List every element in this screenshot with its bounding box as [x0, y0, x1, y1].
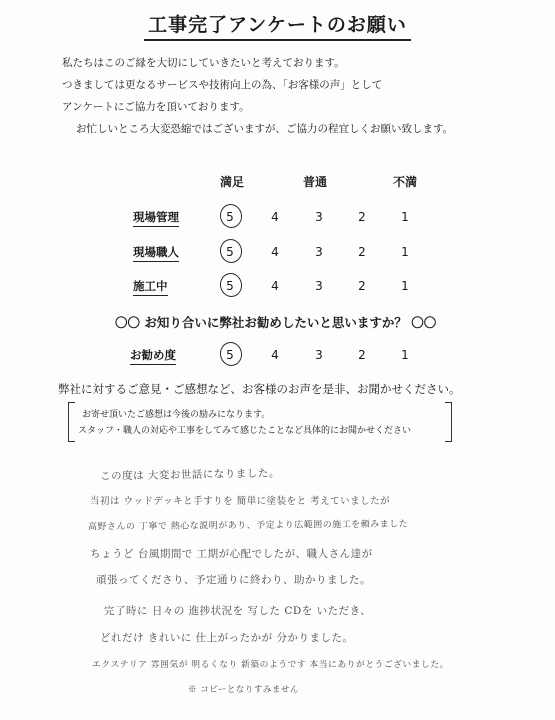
- intro-line: つきましては更なるサービスや技術向上の為、「お客様の声」として: [62, 79, 383, 91]
- rating-option[interactable]: 1: [401, 245, 409, 259]
- rating-option[interactable]: 1: [401, 210, 409, 224]
- rating-label: 現場管理: [133, 209, 179, 227]
- handwritten-line: 当初は ウッドデッキと手すりを 簡単に塗装をと 考えていましたが: [90, 496, 391, 507]
- recommend-question: 〇〇 お知り合いに弊社お勧めしたいと思いますか？ 〇〇: [115, 315, 437, 330]
- handwritten-line: エクステリア 雰囲気が 明るくなり 新築のようです 本当にありがとうございました。: [92, 660, 449, 670]
- handwritten-line: どれだけ きれいに 仕上がったかが 分かりました。: [100, 632, 354, 644]
- bracket-left: [68, 402, 75, 442]
- opinion-prompt: 弊社に対するご意見・ご感想など、お客様のお声を是非、お聞かせください。: [58, 382, 461, 396]
- rating-option[interactable]: 3: [315, 348, 323, 362]
- rating-option[interactable]: 1: [401, 348, 409, 362]
- rating-row-site-craftsmen: [0, 241, 555, 265]
- rating-option[interactable]: 1: [401, 279, 409, 293]
- rating-option[interactable]: 3: [315, 279, 323, 293]
- bracket-right: [445, 402, 452, 442]
- intro-line: 私たちはこのご縁を大切にしていきたいと考えております。: [62, 57, 345, 69]
- rating-option[interactable]: 4: [271, 245, 279, 259]
- rating-row-during-construction: [0, 275, 555, 299]
- rating-label: 現場職人: [133, 244, 179, 262]
- handwritten-line: 完了時に 日々の 進捗状況を 写した CDを いただき、: [104, 605, 372, 617]
- note-line: お寄せ頂いたご感想は今後の励みになります。: [82, 410, 271, 420]
- scale-header-dissatisfied: 不満: [393, 175, 418, 189]
- rating-option[interactable]: 5: [226, 348, 234, 362]
- handwritten-note: ※ コピーとなりすみません: [188, 685, 299, 695]
- rating-option[interactable]: 2: [358, 210, 366, 224]
- handwritten-line: ちょうど 台風期間で 工期が心配でしたが、職人さん達が: [90, 548, 373, 560]
- handwritten-line: この度は 大変お世話になりました。: [99, 467, 280, 483]
- rating-option[interactable]: 5: [226, 279, 234, 293]
- note-line: スタッフ・職人の対応や工事をしてみて感じたことなど具体的にお聞かせください: [78, 426, 412, 436]
- survey-title: 工事完了アンケートのお願い: [0, 10, 555, 41]
- rating-option[interactable]: 4: [271, 279, 279, 293]
- scale-header-normal: 普通: [303, 175, 328, 189]
- rating-option[interactable]: 5: [226, 210, 234, 224]
- rating-option[interactable]: 2: [358, 279, 366, 293]
- intro-line: アンケートにご協力を頂いております。: [62, 101, 250, 113]
- rating-option[interactable]: 4: [271, 210, 279, 224]
- rating-row-recommend: [0, 344, 555, 368]
- rating-option[interactable]: 3: [315, 245, 323, 259]
- scale-header-satisfied: 満足: [220, 175, 245, 189]
- rating-label: お勧め度: [130, 347, 176, 365]
- handwritten-line: 高野さんの 丁寧で 熱心な説明があり、予定より広範囲の施工を頼みました: [87, 519, 409, 533]
- rating-option[interactable]: 4: [271, 348, 279, 362]
- handwritten-line: 頑張ってくださり、予定通りに終わり、助かりました。: [96, 574, 371, 586]
- rating-option[interactable]: 3: [315, 210, 323, 224]
- intro-line: お忙しいところ大変恐縮ではございますが、ご協力の程宜しくお願い致します。: [76, 123, 454, 135]
- note-box: [68, 402, 452, 440]
- rating-label: 施工中: [133, 278, 168, 296]
- rating-option[interactable]: 5: [226, 245, 234, 259]
- rating-option[interactable]: 2: [358, 245, 366, 259]
- intro-text: [62, 52, 453, 140]
- rating-row-site-management: [0, 206, 555, 230]
- rating-option[interactable]: 2: [358, 348, 366, 362]
